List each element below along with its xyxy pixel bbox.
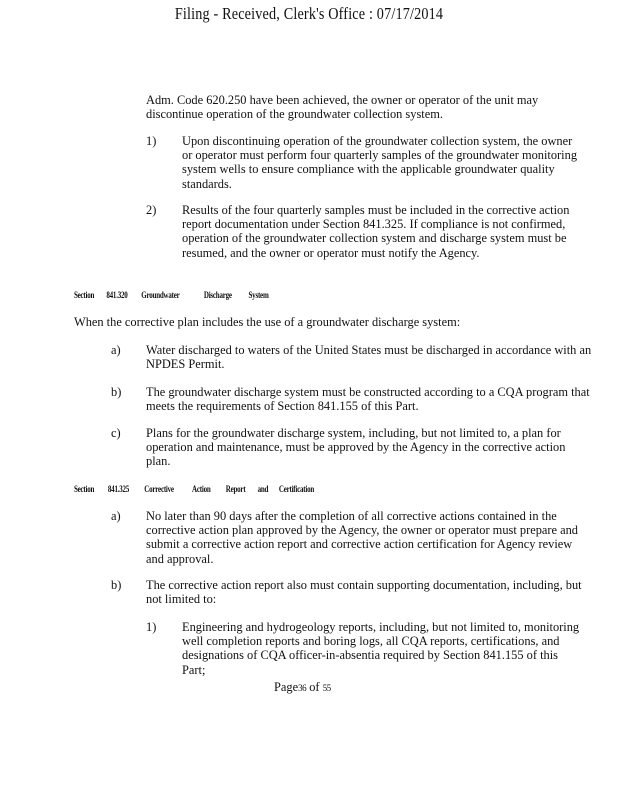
item-text: The groundwater discharge system must be constructed according to a CQA program that meets the requirements of Section 841.155 of this Part.	[146, 385, 590, 414]
item-number: 1)	[146, 134, 157, 148]
item-number: b)	[111, 578, 122, 592]
item-text: Water discharged to waters of the United States must be discharged in accordance with an NPDES Permit.	[146, 343, 592, 372]
item-number: 1)	[146, 620, 157, 634]
item-text: Plans for the groundwater discharge system, including, but not limited to, a plan for operation and maintenance, must be approved by the Agency in the corrective action plan.	[146, 426, 566, 469]
item-number: a)	[111, 509, 121, 523]
item-number: b)	[111, 385, 122, 399]
item-text: The corrective action report also must contain supporting documentation, including, but not limited to:	[146, 578, 582, 607]
intro-paragraph: Adm. Code 620.250 have been achieved, the owner or operator of the unit may discontinue operation of the groundwater collection system.	[146, 93, 539, 122]
filing-header: Filing - Received, Clerk's Office : 07/17/2014	[174, 4, 444, 23]
item-text: No later than 90 days after the completion of all corrective actions contained in the corrective action plan approved by the Agency, the owner or operator must prepare and submit a corrective action report and corrective action certification for Agency review and approval.	[146, 509, 579, 566]
item-number: c)	[111, 426, 121, 440]
section-heading: Section 841.320 Groundwater Discharge System	[74, 290, 269, 300]
section-heading: Section 841.325 Corrective Action Report and Certification	[74, 484, 315, 494]
item-text: Engineering and hydrogeology reports, including, but not limited to, monitoring well completion reports and boring logs, all CQA reports, certifications, and designations of CQA officer-in-absentia required by Section 841.155 of this Part;	[182, 620, 580, 677]
item-text: Upon discontinuing operation of the groundwater collection system, the owner or operator must perform four quarterly samples of the groundwater monitoring system wells to ensure compliance with the applicable groundwater quality standards.	[182, 134, 578, 191]
item-number: 2)	[146, 203, 157, 217]
page-footer: Page36 of 55	[274, 680, 331, 694]
item-number: a)	[111, 343, 121, 357]
item-text: Results of the four quarterly samples must be included in the corrective action report documentation under Section 841.325. If compliance is not confirmed, operation of the groundwater collection system and discharge system must be resumed, and the owner or operator must notify the Agency.	[182, 203, 570, 260]
section-lead: When the corrective plan includes the use of a groundwater discharge system:	[74, 315, 461, 329]
